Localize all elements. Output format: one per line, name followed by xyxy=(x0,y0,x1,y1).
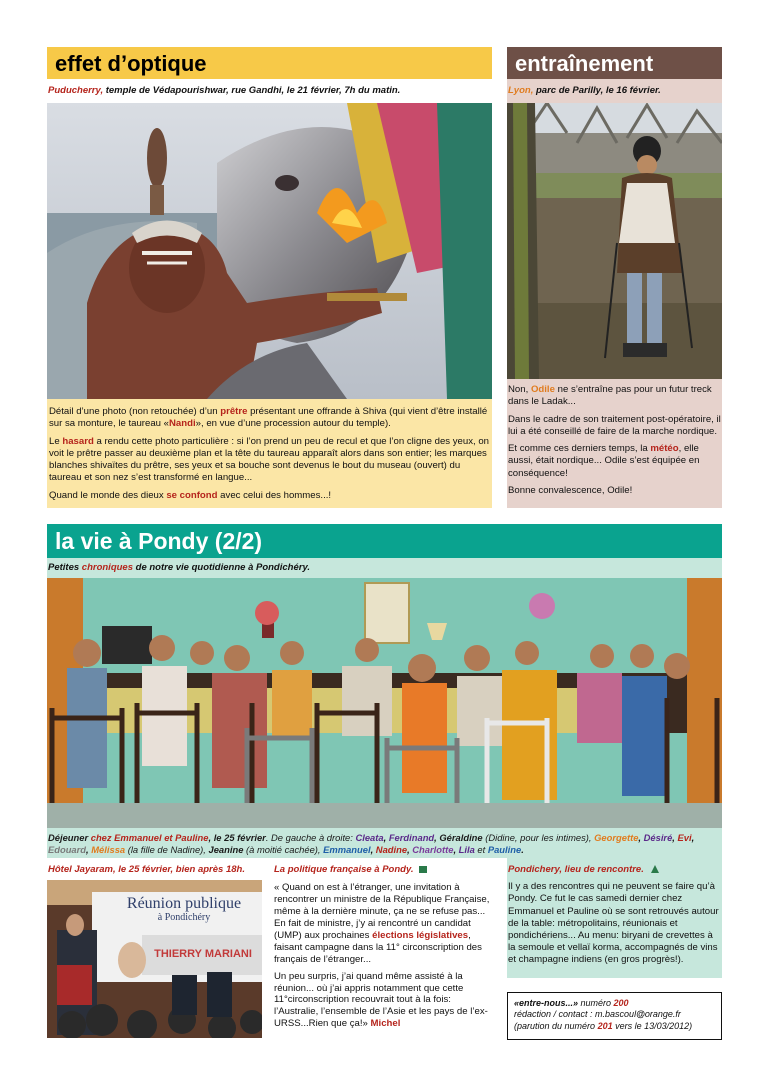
name-et: et xyxy=(474,843,488,855)
footer-contact-a: rédaction / contact : m.bascoul xyxy=(514,1009,637,1020)
name-jeanine: Jeanine xyxy=(208,843,244,855)
lunch-photo xyxy=(47,578,722,828)
pondy-subtitle-kw: chroniques xyxy=(81,562,133,573)
flag-icon xyxy=(419,866,427,873)
rencontre-paragraph: Il y a des rencontres qui ne peuvent se faire qu’à Pondy. Ce fut le cas samedi dernier chez Emmanuel et Pauline où se sont retrouvés autour de la table: métropolitains, réunionais et pondichériens... Au menu: biryani de crevettes à la semoule et vellaï korma, accompagnés de vins et champagne indiens (en gros progrès!). xyxy=(508,881,719,965)
optique-paragraph-1 xyxy=(49,406,490,431)
banner-line-1: Réunion publique xyxy=(126,895,242,912)
name-cleata: Cleata xyxy=(355,832,384,843)
entrainement-p3-kw: météo xyxy=(650,443,679,455)
entrainement-paragraph-2: Dans le cadre de son traitement post-opératoire, il lui a été conseillé de faire de la marche nordique. xyxy=(508,413,721,437)
entrainement-p1-b: ne s’entraîne pas pour un futur treck dans le Ladak... xyxy=(508,384,712,408)
entrainement-title: entraînement xyxy=(515,51,654,76)
pondy-header xyxy=(47,524,722,558)
optique-p1-b: présentant une offrande à Shiva (qui vient d’être installé sur sa monture, le taureau « xyxy=(49,406,488,430)
pol-p1-kw: élections législatives xyxy=(372,929,469,941)
odile-photo-image xyxy=(507,103,722,379)
politique-column xyxy=(274,864,492,1035)
pol-p1-b: , faisant campagne dans la 11° circonscription des français de l’étranger... xyxy=(274,929,482,965)
name-desire: Désiré xyxy=(643,832,673,843)
hotel-photo xyxy=(47,880,262,1038)
footer-line-2 xyxy=(514,1009,715,1020)
optique-p1-a: Détail d’une photo (non retouchée) d’un xyxy=(49,406,221,417)
lunch-names-caption: Déjeuner chez Emmanuel et Pauline, le 25 février. De gauche à droite: Cleata, Ferdinand, Géraldine (Didine, pour les intimes), Georgette, Désiré, Evi, Edouard, Mélissa (la fille de Nadine), Jeanine (à moitié cachée), Emmanuel, Nadine, Charlotte, Lila et Pauline. xyxy=(48,832,695,855)
optique-p1-kw1: prêtre xyxy=(220,406,248,417)
entrainement-caption-rest: parc de Parilly, le 16 février. xyxy=(533,85,661,96)
name-pauline: Pauline xyxy=(487,843,522,855)
entrainement-p1-kw: Odile xyxy=(530,384,555,395)
hotel-caption xyxy=(48,864,263,875)
name-jeanine-note: (à moitié cachée), xyxy=(243,843,324,855)
entrainement-paragraph-4: Bonne convalescence, Odile! xyxy=(508,484,633,496)
entrainement-paragraph-3 xyxy=(508,443,721,480)
optique-p2-a: Le xyxy=(49,435,63,447)
optique-caption-place: Puducherry, xyxy=(48,85,104,96)
rencontre-column xyxy=(508,864,720,971)
optique-p3-a: Quand le monde des dieux xyxy=(49,489,167,501)
politique-title xyxy=(274,864,492,875)
name-geraldine: Géraldine xyxy=(439,832,483,843)
dej-a: Déjeuner xyxy=(48,832,91,843)
optique-p3-kw: se confond xyxy=(166,489,218,501)
hotel-caption-text: Hôtel Jayaram, le 25 février, bien après 18h. xyxy=(48,864,245,875)
priest-photo-image xyxy=(47,103,492,399)
optique-paragraph-3 xyxy=(49,490,490,502)
footer-contact-at: @ xyxy=(636,1009,645,1020)
footer-next-a: (parution du numéro xyxy=(514,1020,598,1031)
name-geraldine-note: (Didine, pour les intimes), xyxy=(482,832,595,843)
rencontre-title xyxy=(508,864,720,875)
optique-text-panel xyxy=(47,399,492,508)
politique-title-text: La politique française à Pondy. xyxy=(274,864,414,875)
footer-line-1 xyxy=(514,998,715,1009)
politique-body xyxy=(274,882,492,1030)
footer-contact-b: orange.fr xyxy=(644,1009,681,1020)
name-charlotte: Charlotte xyxy=(412,843,454,855)
footer-numero-label: numéro xyxy=(578,998,614,1008)
optique-p1-kw2: Nandi xyxy=(169,418,196,430)
pondy-title: la vie à Pondy (2/2) xyxy=(55,528,263,554)
footer-numero: 200 xyxy=(613,998,629,1008)
optique-caption-rest: temple de Védapourishwar, rue Gandhi, le 21 février, 7h du matin. xyxy=(103,85,401,96)
dej-d: . De gauche à droite: xyxy=(265,832,356,843)
name-edouard: Edouard xyxy=(48,843,87,855)
rencontre-title-text: Pondichery, lieu de rencontre. xyxy=(508,864,644,875)
politique-paragraph-2 xyxy=(274,971,492,1030)
pol-p2-a: Un peu surpris, j’ai quand même assisté à la réunion... où j’ai appris notamment que cette 11°circonscription recouvrait tout à la fois: l’Australie, l’ensemble de l’Asie et les pays de l’ex-URSS...Rien que ça!» xyxy=(274,970,488,1030)
name-lila: Lila xyxy=(458,843,475,855)
entrainement-p3-b: , elle aussi, était nordique... Odile s’est équipée en conséquence! xyxy=(508,443,700,479)
banner-candidate-name: THIERRY MARIANI xyxy=(154,948,252,960)
dej-c: , le 25 février xyxy=(208,832,266,843)
entrainement-p3-a: Et comme ces derniers temps, la xyxy=(508,443,651,455)
pondy-subtitle-a: Petites xyxy=(48,562,82,573)
entrainement-header xyxy=(507,47,722,79)
dej-b: chez Emmanuel et Pauline xyxy=(90,832,209,843)
footer-line-3 xyxy=(514,1021,715,1032)
entrainement-caption-place: Lyon, xyxy=(508,85,534,96)
pondy-subtitle xyxy=(48,562,718,573)
pondy-subtitle-b: de notre vie quotidienne à Pondichéry. xyxy=(133,562,311,573)
optique-p2-kw: hasard xyxy=(62,435,94,447)
pol-p1-a: « Quand on est à l’étranger, une invitation à rencontrer un ministre de la République Française, même à la dernière minute, ça ne se refuse pas... En fait de ministre, j’y ai rencontré un candidat (UMP) aux prochaines xyxy=(274,882,490,941)
optique-p3-b: avec celui des hommes...! xyxy=(217,489,332,501)
priest-photo xyxy=(47,103,492,399)
entrainement-caption xyxy=(508,85,722,96)
optique-header xyxy=(47,47,492,79)
name-georgette: Georgette xyxy=(594,832,639,843)
odile-photo xyxy=(507,103,722,379)
rencontre-body xyxy=(508,881,720,966)
banner-text xyxy=(109,896,259,924)
optique-caption xyxy=(48,85,493,96)
name-melissa-note: (la fille de Nadine), xyxy=(125,843,209,855)
footer-info-box xyxy=(507,992,722,1040)
name-melissa: Mélissa xyxy=(91,843,126,855)
footer-name: «entre-nous...» xyxy=(514,998,579,1008)
politique-paragraph-1 xyxy=(274,882,492,965)
pol-p2-kw: Michel xyxy=(370,1018,401,1030)
footer-next-b: vers le 13/03/2012) xyxy=(612,1020,693,1031)
name-ferdinand: Ferdinand xyxy=(388,832,435,843)
optique-paragraph-2 xyxy=(49,436,490,485)
name-evi: Evi xyxy=(677,832,692,843)
optique-p2-b: a rendu cette photo particulière : si l’on prend un peu de recul et que l’on cligne des yeux, on voit le prêtre passer au deuxième plan et la tête du taureau apparaît alors dans son entier; les marques blanches shivaïtes du prêtre, ses yeux et sa bouche sont devenus le bout du museau (ouvert) du taureau et son nez s’est transformé en langue... xyxy=(49,435,490,484)
entrainement-text xyxy=(508,384,721,502)
banner-line-2: à Pondichéry xyxy=(157,912,211,923)
entrainement-p1-a: Non, xyxy=(508,384,531,395)
footer-next-num: 201 xyxy=(597,1020,613,1031)
name-nadine: Nadine xyxy=(375,843,408,855)
tree-icon xyxy=(651,865,659,873)
optique-title: effet d’optique xyxy=(55,51,207,76)
name-emmanuel: Emmanuel xyxy=(323,843,371,855)
lunch-photo-image xyxy=(47,578,722,828)
entrainement-paragraph-1 xyxy=(508,384,721,409)
optique-p1-c: », en vue d’une procession autour du temple). xyxy=(195,418,391,430)
